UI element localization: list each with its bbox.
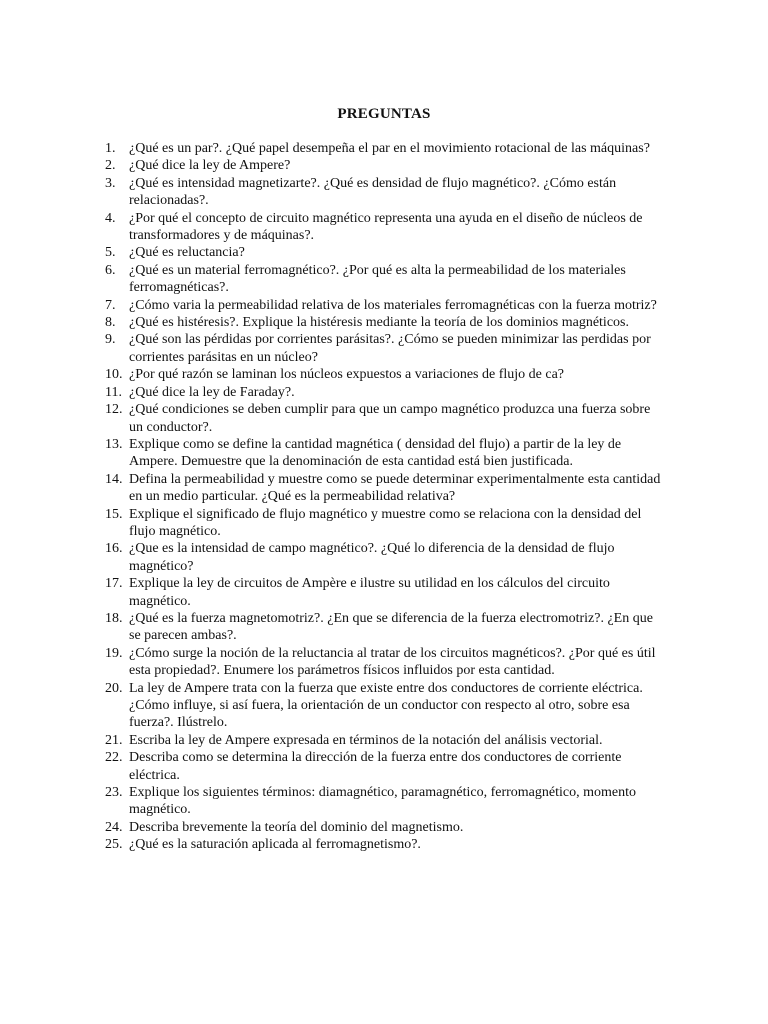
question-number: 3.: [105, 175, 116, 191]
question-number: 5.: [105, 245, 116, 261]
question-number: 9.: [105, 332, 116, 348]
question-text: ¿Qué es la fuerza magnetomotriz?. ¿En que se diferencia de la fuerza electromotriz?. ¿En que se parecen ambas?.: [129, 610, 653, 644]
page-title: PREGUNTAS: [337, 106, 431, 122]
question-number: 7.: [105, 297, 116, 313]
question-text: ¿Qué son las pérdidas por corrientes parásitas?. ¿Cómo se pueden minimizar las perdidas por corrientes parásitas en un núcleo?: [129, 332, 651, 365]
question-item: [105, 157, 665, 174]
question-number: 24.: [105, 819, 123, 835]
question-number: 15.: [105, 506, 123, 522]
question-text: ¿Qué condiciones se deben cumplir para que un campo magnético produzca una fuerza sobre un conductor?.: [129, 402, 651, 435]
question-number: 20.: [105, 680, 123, 696]
question-number: 23.: [105, 785, 123, 801]
question-item: [105, 297, 665, 314]
question-item: [105, 366, 665, 383]
question-text: ¿Cómo varia la permeabilidad relativa de los materiales ferromagnéticas con la fuerza motriz?: [129, 297, 657, 313]
question-text: ¿Que es la intensidad de campo magnético?. ¿Qué lo diferencia de la densidad de flujo magnético?: [129, 541, 615, 574]
question-text: La ley de Ampere trata con la fuerza que existe entre dos conductores de corriente eléctrica. ¿Cómo influye, si así fuera, la orientación de un conductor con respecto al otro, sobre esa fuerza?. Ilústrelo.: [129, 680, 643, 731]
question-text: ¿Qué dice la ley de Faraday?.: [129, 384, 295, 400]
question-number: 18.: [105, 610, 123, 626]
question-item: [105, 331, 665, 366]
question-number: 13.: [105, 436, 123, 452]
question-number: 22.: [105, 750, 123, 766]
question-item: [105, 645, 665, 680]
question-item: [105, 680, 665, 732]
question-text: ¿Cómo surge la noción de la reluctancia al tratar de los circuitos magnéticos?. ¿Por qué es útil esta propiedad?. Enumere los parámetros físicos influidos por esta cantidad.: [129, 645, 656, 679]
question-text: ¿Qué dice la ley de Ampere?: [129, 158, 291, 174]
question-number: 12.: [105, 402, 123, 418]
question-text: ¿Qué es intensidad magnetizarte?. ¿Qué es densidad de flujo magnético?. ¿Cómo están relacionadas?.: [129, 175, 617, 209]
question-number: 25.: [105, 837, 123, 853]
question-number: 17.: [105, 576, 123, 592]
question-item: [105, 471, 665, 506]
question-item: [105, 314, 665, 331]
question-item: [105, 244, 665, 261]
question-item: [105, 819, 665, 836]
question-item: [105, 836, 665, 853]
question-number: 16.: [105, 541, 123, 557]
question-number: 8.: [105, 315, 116, 331]
question-item: [105, 436, 665, 471]
question-item: [105, 610, 665, 645]
question-text: Describa brevemente la teoría del dominio del magnetismo.: [129, 819, 464, 835]
question-item: [105, 175, 665, 210]
question-text: Explique la ley de circuitos de Ampère e ilustre su utilidad en los cálculos del circuito magnético.: [129, 576, 610, 609]
question-number: 11.: [105, 384, 122, 400]
question-number: 1.: [105, 141, 116, 156]
question-item: [105, 732, 665, 749]
question-text: Explique los siguientes términos: diamagnético, paramagnético, ferromagnético, momento magnético.: [129, 785, 636, 818]
question-number: 10.: [105, 367, 123, 383]
question-item: [105, 784, 665, 819]
question-text: Explique como se define la cantidad magnética ( densidad del flujo) a partir de la ley de Ampere. Demuestre que la denominación de esta cantidad está bien justificada.: [129, 436, 622, 470]
question-number: 21.: [105, 732, 123, 748]
question-number: 14.: [105, 471, 123, 487]
question-item: [105, 540, 665, 575]
question-text: ¿Qué es histéresis?. Explique la histéresis mediante la teoría de los dominios magnéticos.: [129, 315, 629, 331]
question-text: ¿Por qué razón se laminan los núcleos expuestos a variaciones de flujo de ca?: [129, 367, 565, 383]
question-text: Defina la permeabilidad y muestre como se puede determinar experimentalmente esta cantidad en un medio particular. ¿Qué es la permeabilidad relativa?: [129, 471, 661, 505]
question-text: ¿Qué es un par?. ¿Qué papel desempeña el par en el movimiento rotacional de las máquinas?: [129, 141, 650, 156]
question-text: Explique el significado de flujo magnético y muestre como se relaciona con la densidad del flujo magnético.: [129, 506, 642, 539]
question-item: [105, 384, 665, 401]
question-item: [105, 506, 665, 541]
question-text: ¿Qué es reluctancia?: [129, 245, 245, 261]
question-number: 2.: [105, 158, 116, 174]
question-item: [105, 140, 665, 157]
question-number: 6.: [105, 262, 116, 278]
question-text: ¿Por qué el concepto de circuito magnético representa una ayuda en el diseño de núcleos de transformadores y de máquinas?.: [129, 210, 643, 244]
question-text: Escriba la ley de Ampere expresada en términos de la notación del análisis vectorial.: [129, 732, 603, 748]
question-item: [105, 401, 665, 436]
question-text: Describa como se determina la dirección de la fuerza entre dos conductores de corriente eléctrica.: [129, 750, 622, 783]
question-text: ¿Qué es un material ferromagnético?. ¿Por qué es alta la permeabilidad de los materiales ferromagnéticas?.: [129, 262, 626, 296]
question-item: [105, 575, 665, 610]
question-number: 4.: [105, 210, 116, 226]
question-item: [105, 262, 665, 297]
question-list: [105, 140, 665, 854]
question-item: [105, 210, 665, 245]
question-text: ¿Qué es la saturación aplicada al ferromagnetismo?.: [129, 837, 421, 853]
question-number: 19.: [105, 645, 123, 661]
question-item: [105, 749, 665, 784]
